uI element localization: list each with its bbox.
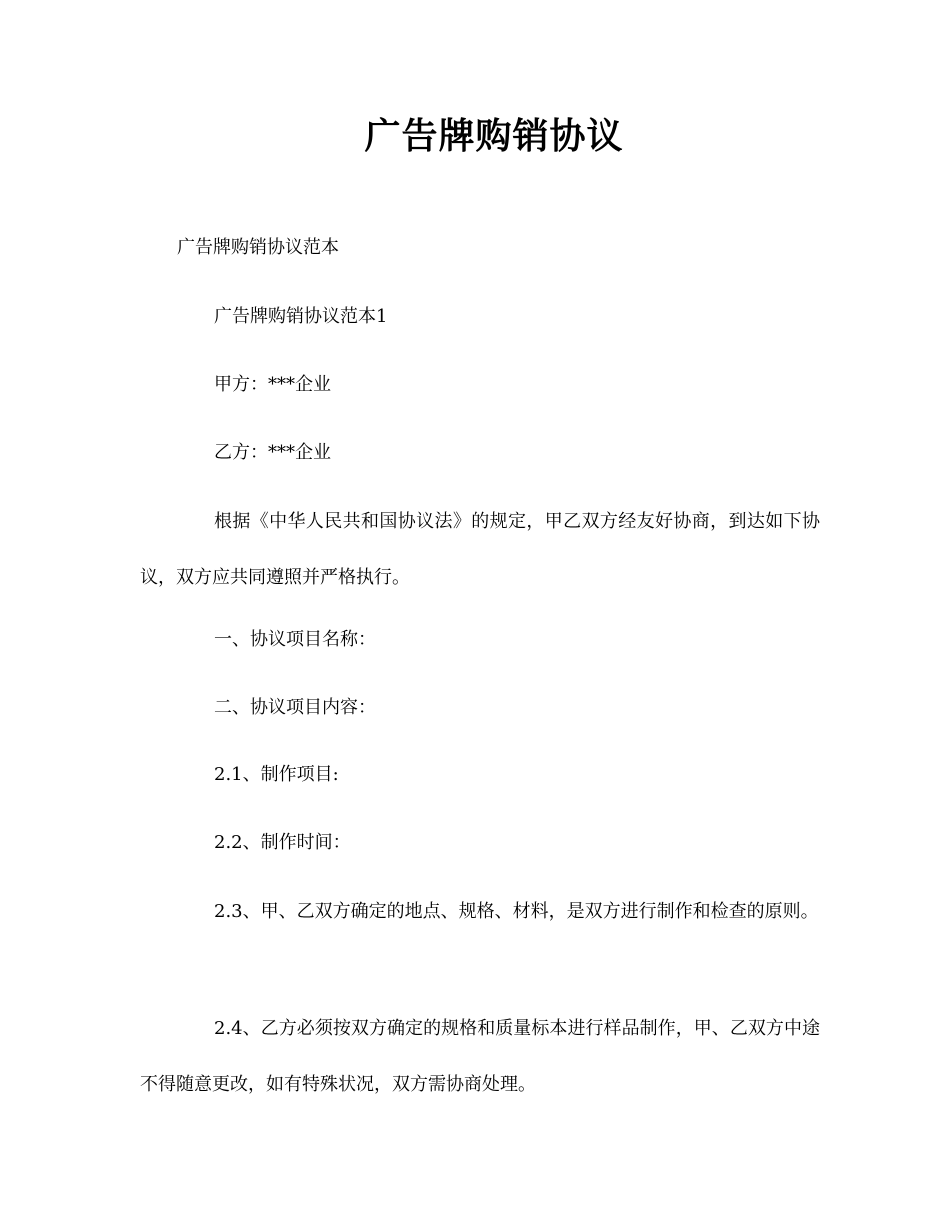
clause-2-4: 2.4、乙方必须按双方确定的规格和质量标本进行样品制作，甲、乙双方中途不得随意更改，如有特殊状况，双方需协商处理。 xyxy=(140,1018,820,1095)
party-b: 乙方：***企业 xyxy=(214,442,331,463)
preamble-paragraph: 根据《中华人民共和国协议法》的规定，甲乙双方经友好协商，到达如下协议，双方应共同遵照并严格执行。 xyxy=(140,511,820,588)
clause-2-1: 2.1、制作项目: xyxy=(214,764,339,785)
clause-2-3: 2.3、甲、乙双方确定的地点、规格、材料，是双方进行制作和检查的原则。 xyxy=(214,901,819,922)
party-a: 甲方：***企业 xyxy=(214,374,331,395)
section-project-content: 二、协议项目内容： xyxy=(214,697,376,718)
document-title: 广告牌购销协议 xyxy=(364,115,624,157)
template-heading: 广告牌购销协议范本 xyxy=(177,237,339,258)
section-project-name: 一、协议项目名称： xyxy=(214,629,376,650)
clause-2-2: 2.2、制作时间： xyxy=(214,832,351,853)
template-subheading: 广告牌购销协议范本1 xyxy=(214,306,388,327)
